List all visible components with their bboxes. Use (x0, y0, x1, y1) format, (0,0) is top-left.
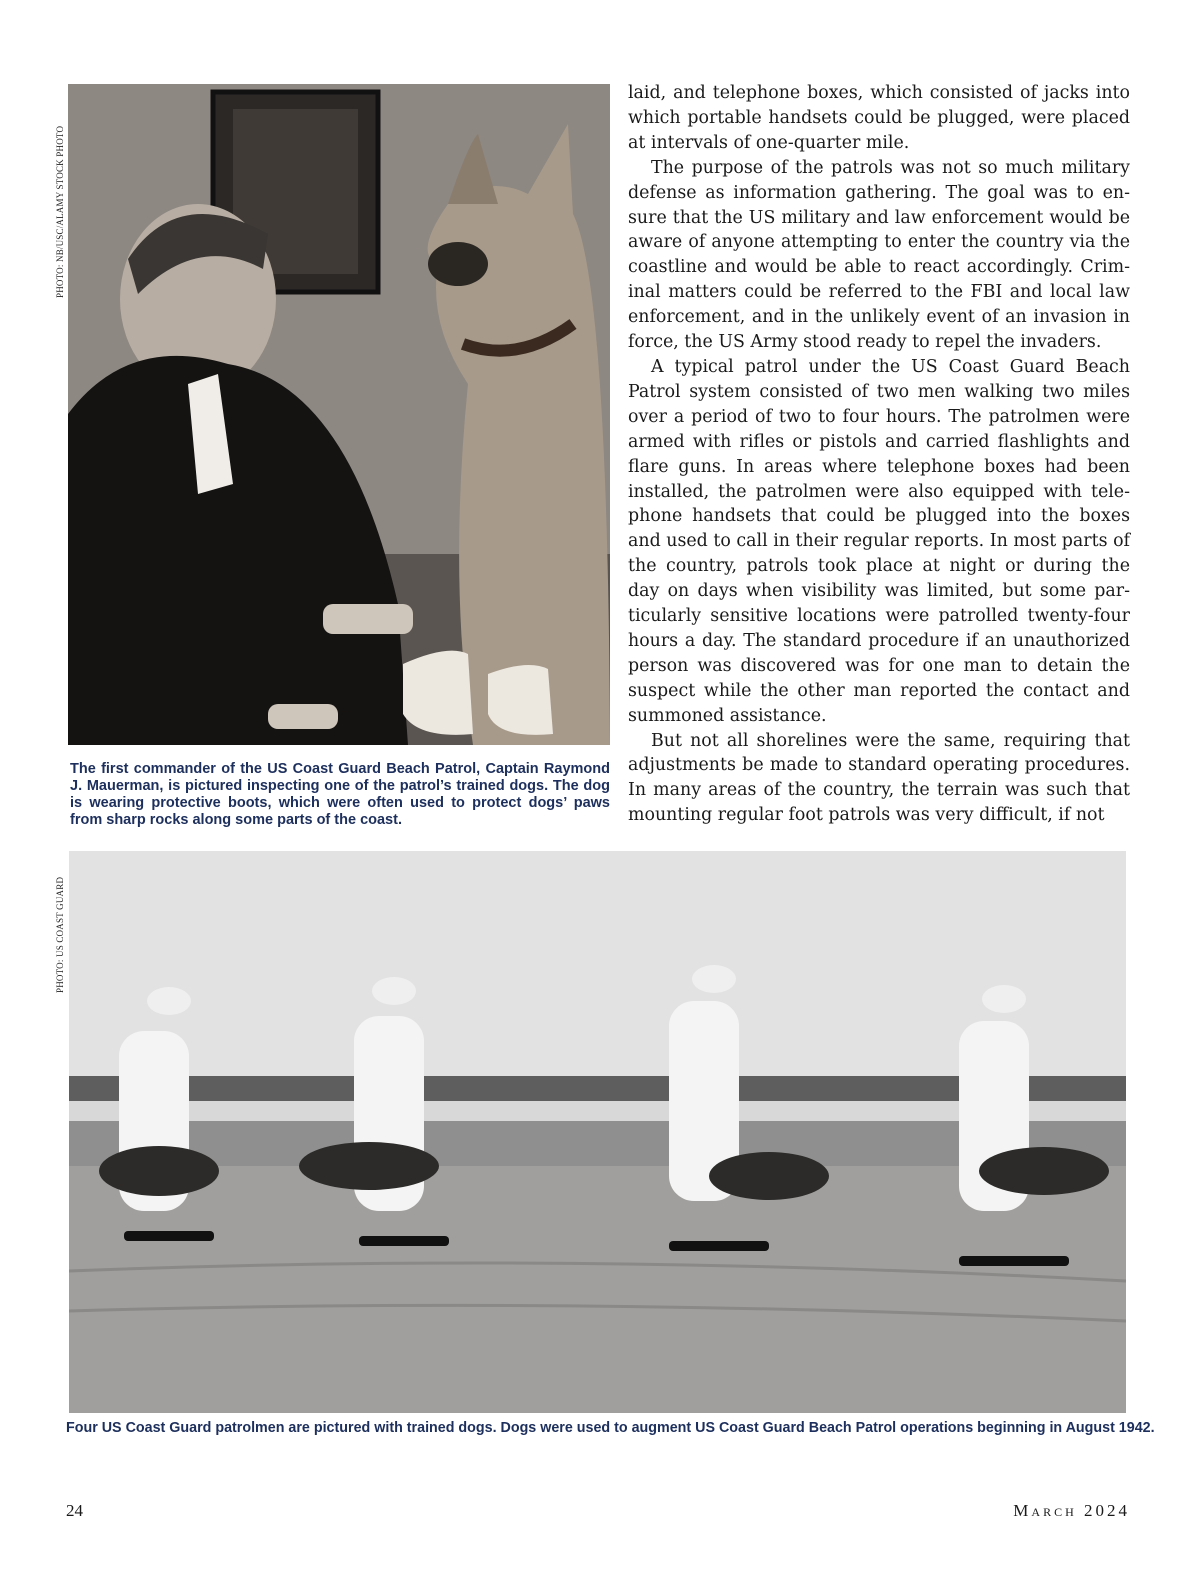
page-number: 24 (66, 1501, 83, 1520)
caption-bottom-photo: Four US Coast Guard patrolmen are pictured with trained dogs. Dogs were used to augment US Coast Guard Beach Patrol operations beginning in August 1942. (66, 1420, 1155, 1436)
article-body (628, 81, 1130, 828)
caption-top-photo: The first commander of the US Coast Guard Beach Patrol, Captain Raymond J. Mauerman, is pictured inspecting one of the patrol’s trained dogs. The dog is wearing protective boots, which were often used to protect dogs’ paws from sharp rocks along some parts of the coast. (70, 761, 610, 828)
photo-patrolmen-with-dogs-illustration (69, 851, 1126, 1413)
photo-credit-bottom: PHOTO: US COAST GUARD (55, 876, 65, 993)
issue-date: March 2024 (1013, 1501, 1130, 1520)
photo-patrolmen-with-dogs (69, 851, 1126, 1413)
article-paragraph: laid, and telephone boxes, which consisted of jacks into which portable handsets could be plugged, were placed at intervals of one-quarter mile. (628, 83, 1130, 153)
photo-captain-with-dog (68, 84, 610, 745)
article-paragraph: But not all shorelines were the same, requiring that adjustments be made to standard operating procedures. In many areas of the country, the terrain was such that mounting regular foot patrols was very difficult, if not (628, 730, 1130, 826)
article-paragraph: A typical patrol under the US Coast Guard Beach Patrol system consisted of two men walking two miles over a period of two to four hours. The patrolmen were armed with rifles or pistols and carried flashlights and flare guns. In areas where telephone boxes had been installed, the patrolmen were also equipped with telephone handsets that could be plugged into the boxes and used to call in their regular reports. In most parts of the country, patrols took place at night or during the day on days when visibility was limited, but some particularly sensitive locations were patrolled twenty-four hours a day. The standard procedure if an unauthorized person was discovered was for one man to detain the suspect while the other man reported the contact and summoned assistance. (628, 356, 1130, 726)
photo-credit-top: PHOTO: NB/USC/ALAMY STOCK PHOTO (55, 125, 65, 298)
article-paragraph: The purpose of the patrols was not so much military defense as information gathering. The goal was to ensure that the US military and law enforcement would be aware of anyone attempting to enter the country via the coastline and would be able to react accordingly. Criminal matters could be referred to the FBI and local law enforcement, and in the unlikely event of an invasion in force, the US Army stood ready to repel the invaders. (628, 157, 1130, 353)
photo-captain-with-dog-illustration (68, 84, 610, 745)
